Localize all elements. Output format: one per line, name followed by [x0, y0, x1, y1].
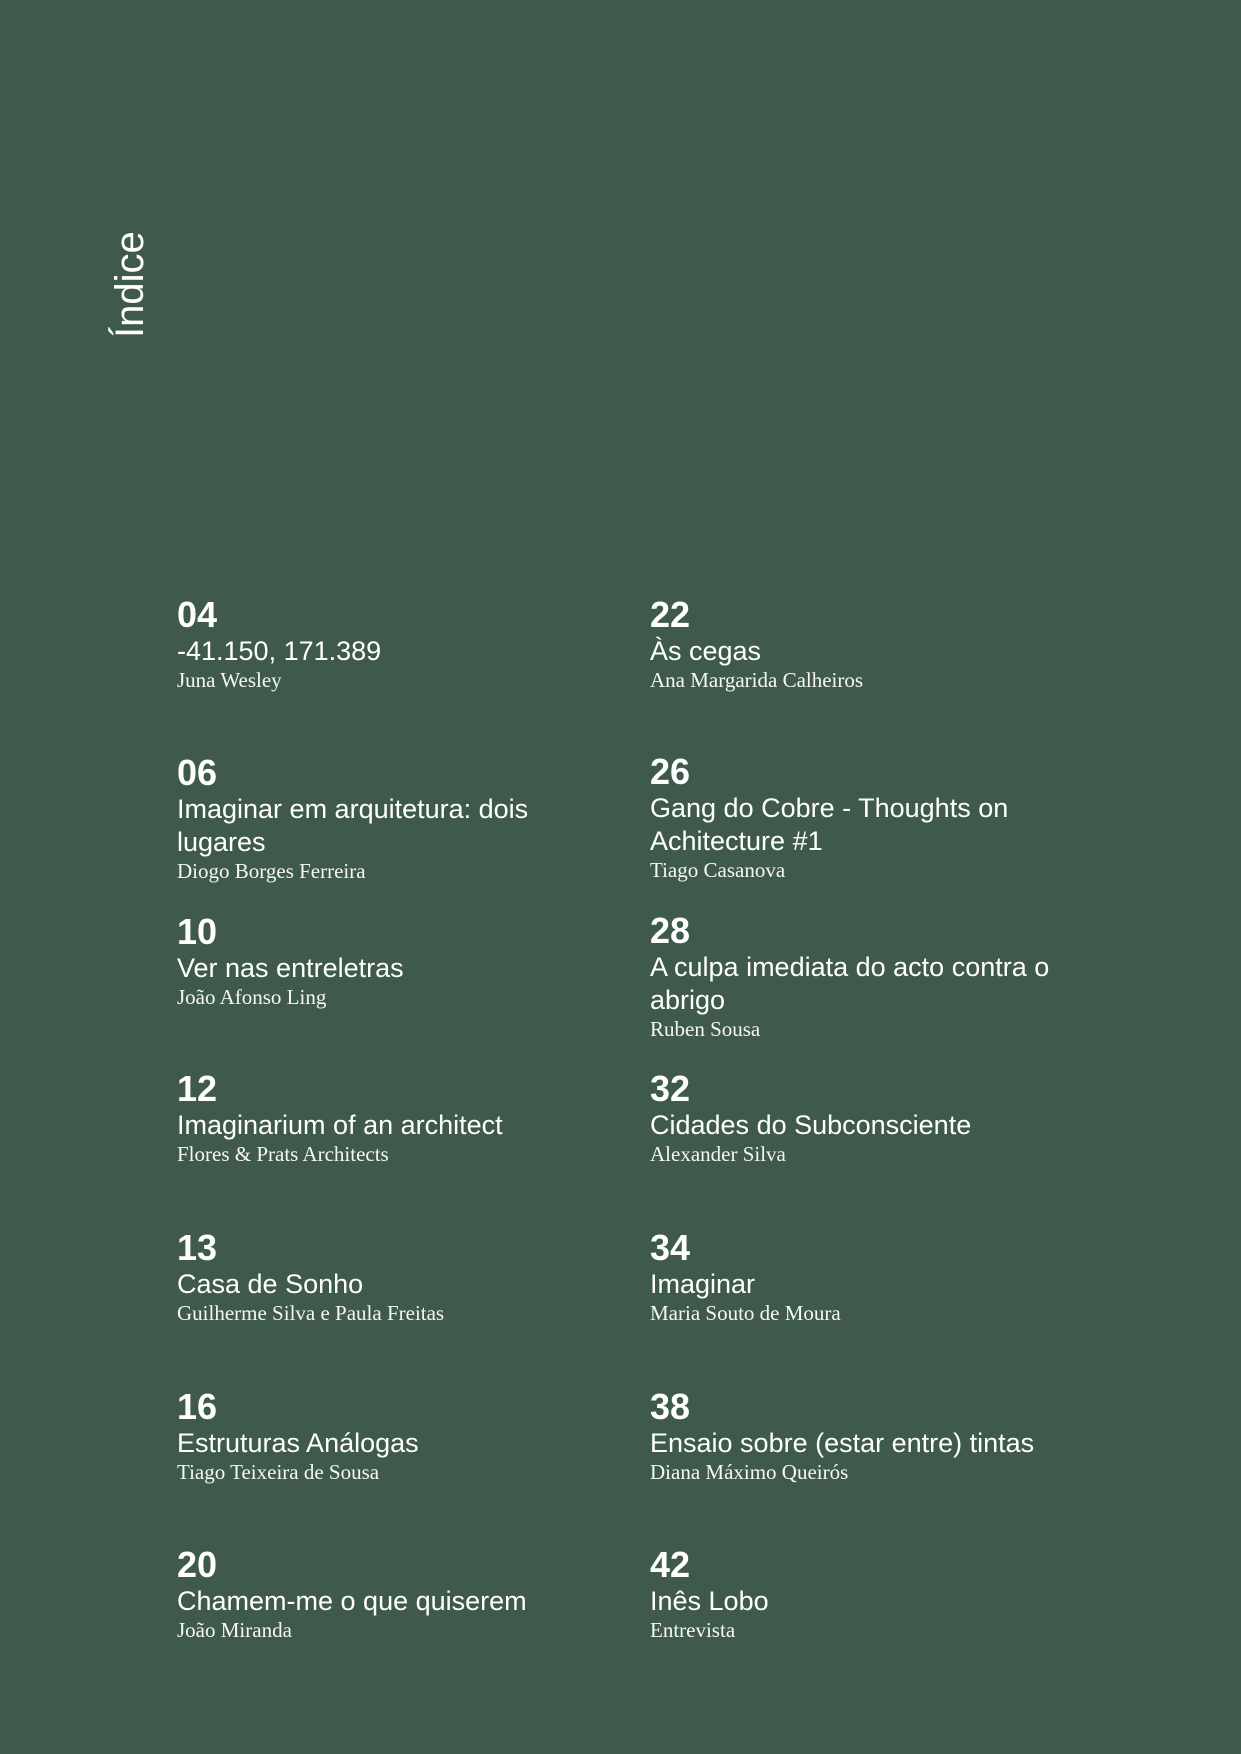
- toc-page-number: 16: [177, 1386, 218, 1427]
- toc-entry[interactable]: [650, 910, 1090, 1041]
- toc-page-number: 06: [177, 752, 218, 793]
- toc-entry-author: Tiago Casanova: [650, 858, 786, 882]
- toc-entry[interactable]: [650, 1544, 1090, 1642]
- toc-page-number: 10: [177, 911, 218, 952]
- toc-entry[interactable]: [177, 1386, 617, 1484]
- toc-page-number: 34: [650, 1227, 691, 1268]
- page-title: Índice: [108, 231, 152, 338]
- toc-entry-title: Chamem-me o que quiserem: [177, 1586, 527, 1616]
- toc-entry-author: Maria Souto de Moura: [650, 1301, 841, 1325]
- toc-entry[interactable]: [177, 1068, 617, 1166]
- toc-entry-author: Alexander Silva: [650, 1142, 786, 1166]
- toc-entry-author: João Miranda: [177, 1618, 292, 1642]
- toc-entry-author: Juna Wesley: [177, 668, 282, 692]
- toc-page-number: 13: [177, 1227, 218, 1268]
- toc-entry-author: Diogo Borges Ferreira: [177, 859, 366, 883]
- toc-entry[interactable]: [177, 1227, 617, 1325]
- toc-entry[interactable]: [650, 1068, 1090, 1166]
- toc-page-number: 04: [177, 594, 218, 635]
- toc-entry-title: Estruturas Análogas: [177, 1428, 419, 1458]
- toc-page-number: 28: [650, 910, 691, 951]
- toc-page-number: 26: [650, 751, 691, 792]
- toc-entry-title: Cidades do Subconsciente: [650, 1110, 972, 1140]
- toc-page-number: 38: [650, 1386, 691, 1427]
- toc-entry[interactable]: [650, 751, 1090, 882]
- toc-entry-title: Imaginar: [650, 1269, 756, 1299]
- toc-page-number: 32: [650, 1068, 691, 1109]
- toc-page-number: 42: [650, 1544, 691, 1585]
- toc-page-number: 22: [650, 594, 691, 635]
- toc-entry[interactable]: [650, 1227, 1090, 1325]
- toc-entry[interactable]: [650, 1386, 1090, 1484]
- toc-entry[interactable]: [177, 594, 617, 692]
- toc-entry-author: Guilherme Silva e Paula Freitas: [177, 1301, 445, 1325]
- toc-page-number: 12: [177, 1068, 218, 1109]
- toc-entry-title: Inês Lobo: [650, 1586, 769, 1616]
- toc-entry-author: Ana Margarida Calheiros: [650, 668, 864, 692]
- toc-entry-author: Diana Máximo Queirós: [650, 1460, 849, 1484]
- toc-entry-author: Tiago Teixeira de Sousa: [177, 1460, 380, 1484]
- toc-entry-title: Imaginar em arquitetura: dois lugares: [177, 794, 529, 857]
- toc-entry[interactable]: [177, 1544, 617, 1642]
- toc-entry-title: -41.150, 171.389: [177, 636, 382, 666]
- toc-entry-author: Flores & Prats Architects: [177, 1142, 389, 1166]
- toc-entry[interactable]: [650, 594, 1090, 692]
- toc-entry-title: Ver nas entreletras: [177, 953, 404, 983]
- toc-entry-title: A culpa imediata do acto contra o abrigo: [650, 952, 1050, 1015]
- toc-entry-title: Às cegas: [650, 636, 762, 666]
- toc-entry[interactable]: [177, 752, 617, 883]
- toc-entry-title: Imaginarium of an architect: [177, 1110, 503, 1140]
- toc-entry-title: Gang do Cobre - Thoughts on Achitecture #1: [650, 793, 1009, 856]
- toc-entry-title: Casa de Sonho: [177, 1269, 364, 1299]
- toc-entry-author: Ruben Sousa: [650, 1017, 761, 1041]
- toc-entry[interactable]: [177, 911, 617, 1009]
- toc-page-number: 20: [177, 1544, 218, 1585]
- toc-entry-title: Ensaio sobre (estar entre) tintas: [650, 1428, 1035, 1458]
- toc-entry-author: João Afonso Ling: [177, 985, 327, 1009]
- toc-entry-author: Entrevista: [650, 1618, 736, 1642]
